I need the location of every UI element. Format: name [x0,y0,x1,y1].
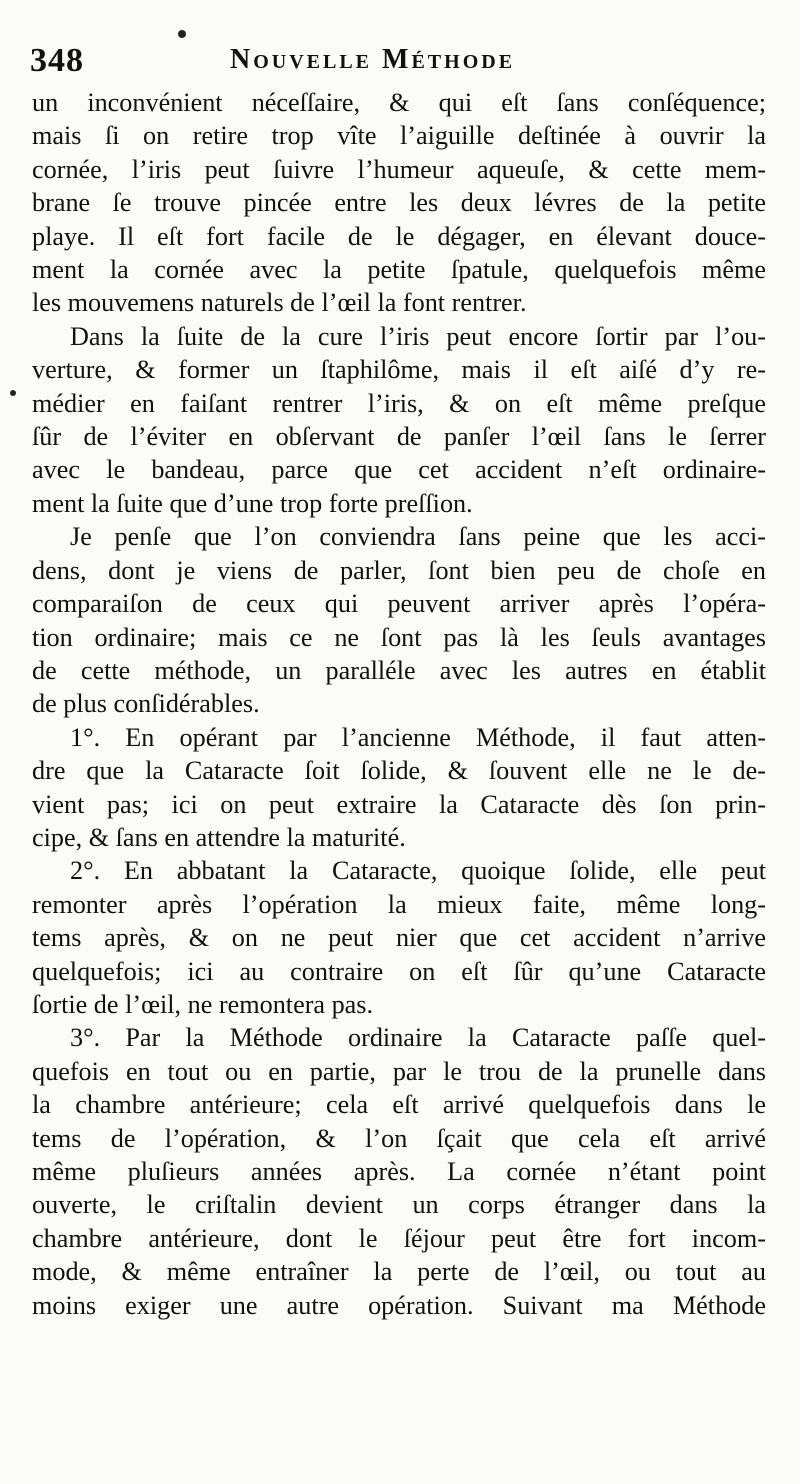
text-line: tems de l’opération, & l’on ſçait que cela eſt arrivé [32,1123,766,1153]
text-line: dre que la Cataracte ſoit ſolide, & ſouvent elle ne le de- [32,756,766,786]
text-line: remonter après l’opération la mieux faite, même long- [32,889,766,919]
ink-spot [178,30,186,38]
text-line: la chambre antérieure; cela eſt arrivé quelquefois dans le [32,1090,766,1120]
text-line: médier en faiſant rentrer l’iris, & on eſt même preſque [32,388,766,418]
text-line: vient pas; ici on peut extraire la Cataracte dès ſon prin- [32,789,766,819]
text-line: tems après, & on ne peut nier que cet accident n’arrive [32,923,766,953]
text-line: moins exiger une autre opération. Suivant ma Méthode [32,1290,766,1320]
text-line: les mouvemens naturels de l’œil la font rentrer. [32,288,527,318]
paragraph-start-line: 3°. Par la Méthode ordinaire la Cataracte paſſe quel- [70,1023,766,1053]
ink-spot [10,390,16,396]
paragraph-start-line: 2°. En abbatant la Cataracte, quoique ſolide, elle peut [70,856,766,886]
text-line: comparaiſon de ceux qui peuvent arriver après l’opéra- [32,589,766,619]
text-line: dens, dont je viens de parler, ſont bien peu de choſe en [32,555,766,585]
text-line: mode, & même entraîner la perte de l’œil, ou tout au [32,1257,766,1287]
text-line: tion ordinaire; mais ce ne ſont pas là les ſeuls avantages [32,622,766,652]
text-line: ouverte, le criſtalin devient un corps étranger dans la [32,1190,766,1220]
text-line: playe. Il eſt fort facile de le dégager, en élevant douce- [32,221,766,251]
text-line: cornée, l’iris peut ſuivre l’humeur aqueuſe, & cette mem- [32,154,766,184]
page-number: 348 [30,42,84,79]
text-line: verture, & former un ſtaphilôme, mais il eſt aiſé d’y re- [32,355,766,385]
text-line: ſûr de l’éviter en obſervant de panſer l’œil ſans le ſerrer [32,422,766,452]
text-line: quelquefois; ici au contraire on eſt ſûr qu’une Cataracte [32,956,766,986]
text-line: de plus conſidérables. [32,689,260,719]
text-line: chambre antérieure, dont le ſéjour peut être fort incom- [32,1223,766,1253]
text-line: de cette méthode, un paralléle avec les autres en établit [32,655,766,685]
paragraph-start-line: Je penſe que l’on conviendra ſans peine que les acci- [70,522,766,552]
text-line: brane ſe trouve pincée entre les deux lévres de la petite [32,188,766,218]
text-line: avec le bandeau, parce que cet accident n’eſt ordinaire- [32,455,766,485]
running-title: Nouvelle Méthode [230,44,516,75]
text-line: ment la cornée avec la petite ſpatule, quelquefois même [32,255,766,285]
body-text [32,86,766,1322]
text-line: un inconvénient néceſſaire, & qui eſt ſans conſéquence; [32,88,766,117]
paragraph-start-line: Dans la ſuite de la cure l’iris peut encore ſortir par l’ou- [70,321,766,351]
text-line: mais ſi on retire trop vîte l’aiguille deſtinée à ouvrir la [32,121,766,151]
text-line: quefois en tout ou en partie, par le trou de la prunelle dans [32,1056,766,1086]
paragraph-start-line: 1°. En opérant par l’ancienne Méthode, il faut atten- [70,722,766,752]
text-line: cipe, & ſans en attendre la maturité. [32,822,406,852]
text-line: ſortie de l’œil, ne remontera pas. [32,989,374,1019]
page-header [30,42,770,84]
text-line: ment la ſuite que d’une trop forte preſſion. [32,488,473,518]
text-line: même pluſieurs années après. La cornée n’étant point [32,1157,766,1186]
